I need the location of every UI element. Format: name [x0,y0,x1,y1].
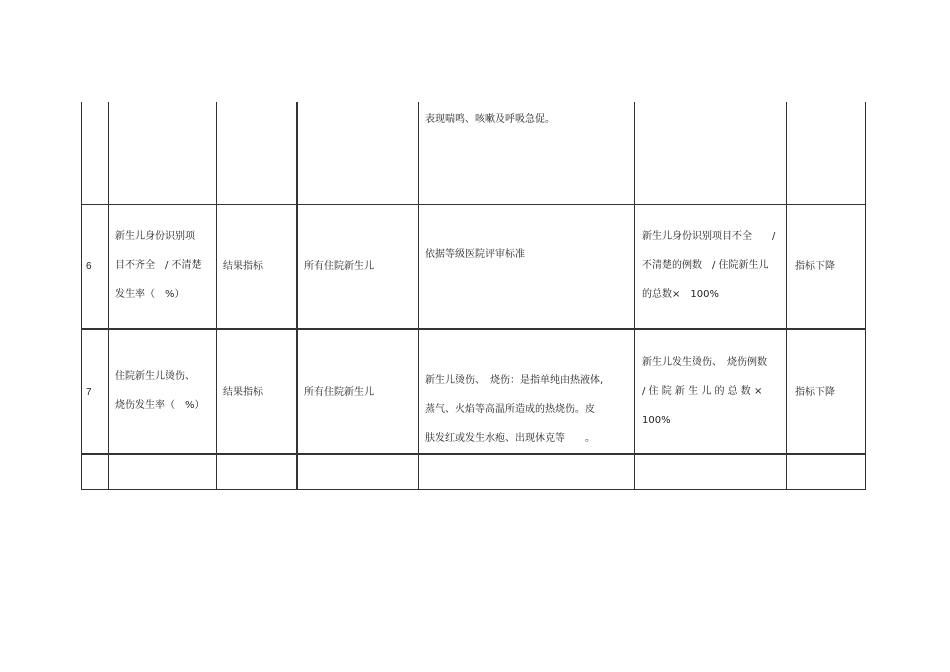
indicator-formula-line: 100% [642,415,671,426]
indicator-formula-line: 新生儿发生烫伤、 烧伤例数 [642,357,767,368]
indicator-formula-line: 的总数× 100% [642,289,719,300]
table-column-divider [216,102,217,490]
indicator-formula [642,222,775,309]
indicator-definition-line: 蒸气、火焰等高温所造成的热烧伤。皮 [425,404,595,415]
indicator-definition-line: 肤发红或发生水疱、出现休克等 。 [425,433,595,444]
indicator-definition-line: 新生儿烫伤、 烧伤：是指单纯由热液体, [425,375,604,386]
indicator-population: 所有住院新生儿 [304,387,374,398]
indicator-type: 结果指标 [223,387,263,398]
indicator-formula-line: 不清楚的例数 / 住院新生儿 [642,260,769,271]
table-column-divider [296,102,298,490]
indicator-formula-line: / 住 院 新 生 儿 的 总 数 × [642,386,763,397]
row-index: 6 [86,261,92,272]
row-divider [81,204,866,205]
indicator-name-line: 发生率（ %） [115,289,185,300]
table-column-divider [786,102,787,490]
indicator-name-line: 新生儿身份识别项 [115,231,195,242]
indicator-population: 所有住院新生儿 [304,261,374,272]
indicator-type: 结果指标 [223,261,263,272]
indicator-name-line: 住院新生儿烫伤、 [115,371,195,382]
indicator-formula-line: 新生儿身份识别项目不全 / [642,231,776,242]
continued-description: 表现喘鸣、咳嗽及呼吸急促。 [425,114,555,125]
table-border-left [81,102,82,490]
indicator-direction: 指标下降 [795,261,835,272]
indicator-name-line: 目不齐全 / 不清楚 [115,260,202,271]
indicator-definition: 依据等级医院评审标准 [425,249,525,260]
table-border-bottom [81,489,866,490]
indicator-name [115,222,202,309]
row-divider [81,453,866,455]
row-divider [81,328,866,330]
row-index: 7 [86,387,92,398]
indicator-name [115,362,205,420]
indicator-formula [642,348,767,435]
indicator-name-line: 烧伤发生率（ %） [115,400,205,411]
indicator-direction: 指标下降 [795,387,835,398]
table-column-divider [108,102,109,490]
table-column-divider [418,102,419,490]
table-border-right [865,102,866,490]
indicator-definition [425,366,603,453]
table-column-divider [634,102,635,490]
